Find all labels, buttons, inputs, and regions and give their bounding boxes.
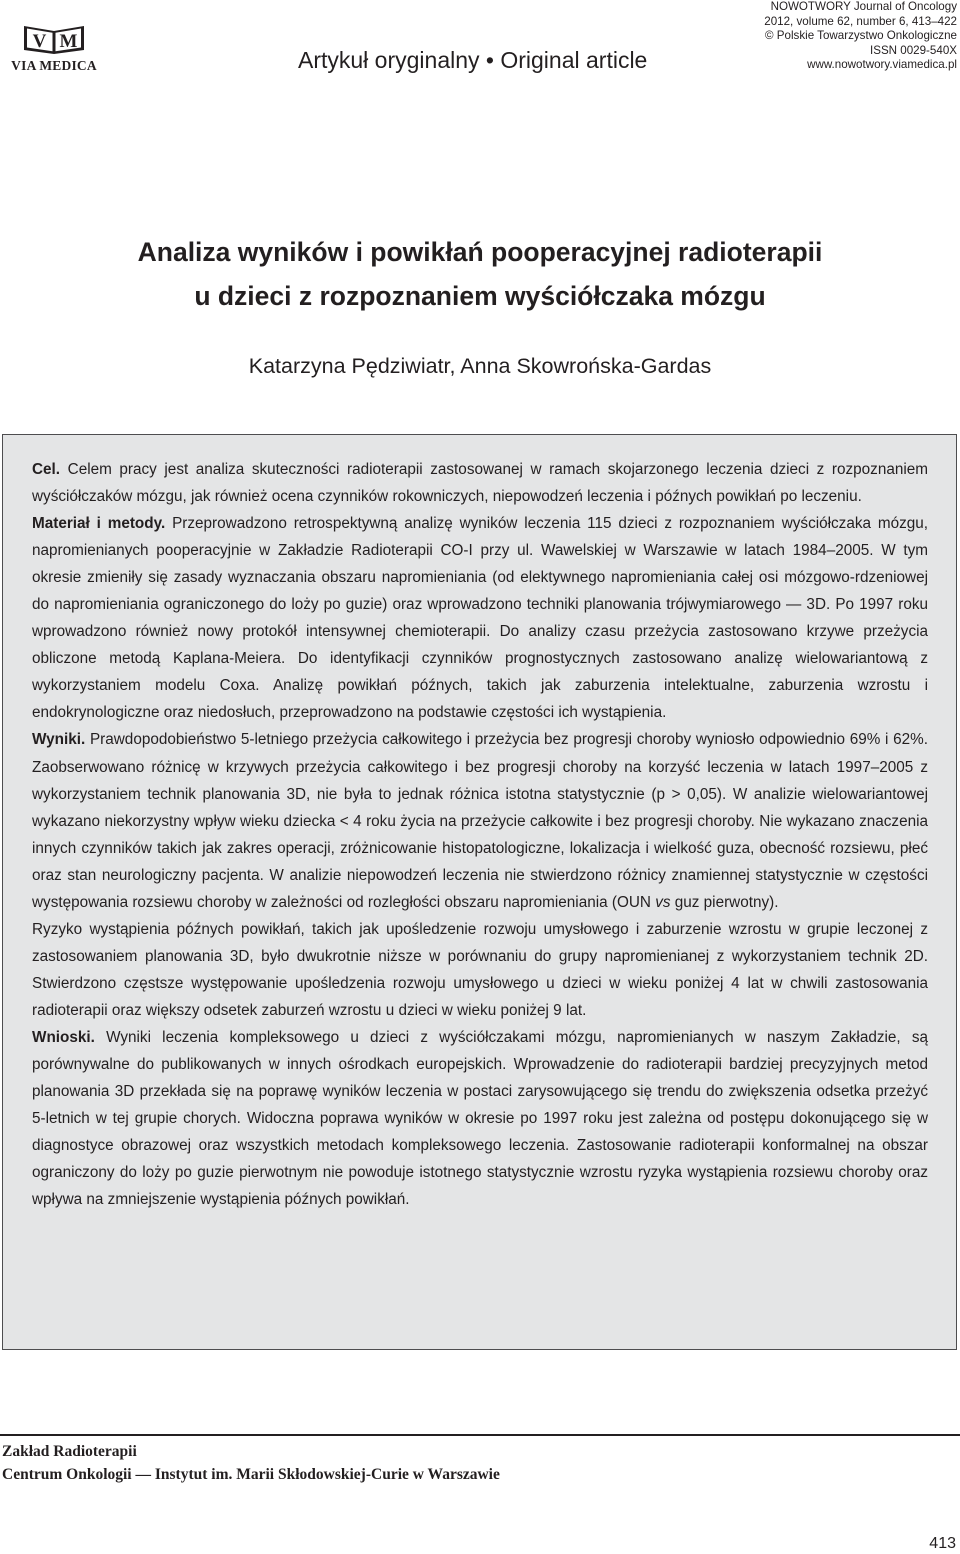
publisher-logo (0, 22, 108, 80)
affiliation-department: Zakład Radioterapii (2, 1443, 137, 1460)
title-line-2: u dzieci z rozpoznaniem wyściółczaka mózgu (194, 281, 766, 311)
via-medica-vm-book-logo-icon (0, 22, 108, 56)
abstract-methods (32, 510, 928, 726)
svg-text:V: V (32, 31, 47, 52)
methods-text: Przeprowadzono retrospektywną analizę wyników leczenia 115 dzieci z rozpoznaniem wyściółczaka mózgu, napromienianych pooperacyjnie w Zakładzie Radioterapii CO-I przy ul. Wawelskiej w Warszawie w latach 1984–2005. W tym okresie zmieniły się zasady wyznaczania obszaru napromieniania (od elektywnego napromieniania całej osi mózgowo-rdzeniowej do napromieniania ograniczonego do loży po guzie) oraz wprowadzono techniki planowania trójwymiarowego — 3D. Po 1997 roku wprowadzono również nowy protokół intensywnej chemioterapii. Do analizy czasu przeżycia zastosowano krzywe przeżycia obliczone metodą Kaplana-Meiera. Do identyfikacji czynników prognostycznych zastosowano analizę wielowariantową z wykorzystaniem modelu Coxa. Analizę powikłań późnych, takich jak zaburzenia intelektualne, zaburzenia wzrostu i endokrynologiczne oraz niedosłuch, przeprowadzono na podstawie częstości ich wystąpienia. (32, 515, 928, 722)
results-text-1: Prawdopodobieństwo 5-letniego przeżycia całkowitego i przeżycia bez progresji choroby wyniosło odpowiednio 69% i 62%. Zaobserwowano różnicę w krzywych przeżycia całkowitego i bez progresji choroby na korzyść leczenia w latach 1997–2005 z wykorzystaniem technik planowania 3D, nie była to jednak różnica istotna statystycznie (p > 0,05). W analizie wielowariantowej wykazano niekorzystny wpływ wieku dziecka < 4 roku życia na przeżycie całkowite i bez progresji choroby. Nie wykazano znaczenia innych czynników takich jak zakres operacji, zróżnicowanie histopatologiczne, lokalizacja i wielkość guza, obecność rozsiewu, płeć oraz stan neurologiczny pacjenta. W analizie niepowodzeń leczenia nie stwierdzono różnicy znamiennej statystycznie w częstości występowania rozsiewu choroby w zależności od rozległości obszaru napromieniania (OUN (32, 731, 928, 911)
journal-website: www.nowotwory.viamedica.pl (807, 58, 957, 72)
conclusions-text: Wyniki leczenia kompleksowego u dzieci z wyściółczakami mózgu, napromienianych w naszym Zakładzie, są porównywalne do publikowanych w innych ośrodkach europejskich. Wprowadzenie do radioterapii bardziej precyzyjnych metod planowania 3D przekłada się na poprawę wyników leczenia w postaci zarysowującego się trendu do zwiększenia odsetka przeżyć 5-letnich w tej grupie chorych. Widoczna poprawa wyników w okresie po 1997 roku jest zależna od postępu dokonującego się w diagnostyce obrazowej oraz wszystkich metodach kompleksowego leczenia. Zastosowanie radioterapii konformalnej na obszar ograniczony do loży po guzie pierwotnym nie powoduje istotnego statystycznie wzrostu ryzyka wystąpienia rozsiewu choroby oraz wpływa na zmniejszenie wystąpienia późnych powikłań. (32, 1028, 928, 1209)
aim-text: Celem pracy jest analiza skuteczności radioterapii zastosowanej w ramach skojarzonego leczenia dzieci z rozpoznaniem wyściółczaków mózgu, jak również ocena czynników rokowniczych, niepowodzeń leczenia i późnych powikłań po leczeniu. (32, 461, 928, 506)
journal-info (764, 0, 957, 73)
article-title (0, 230, 960, 318)
abstract-results (32, 726, 928, 915)
title-line-1: Analiza wyników i powikłań pooperacyjnej radioterapii (137, 237, 823, 267)
results-heading: Wyniki. (32, 731, 86, 749)
abstract (32, 456, 928, 1213)
article-type-label: Artykuł oryginalny • Original article (298, 47, 648, 73)
conclusions-heading: Wnioski. (32, 1028, 95, 1046)
footer-divider (0, 1434, 960, 1436)
affiliation-institution: Centrum Onkologii — Instytut im. Marii Skłodowskiej-Curie w Warszawie (2, 1466, 500, 1483)
results-vs: vs (655, 893, 671, 911)
journal-volume: 2012, volume 62, number 6, 413–422 (764, 14, 957, 28)
authors: Katarzyna Pędziwiatr, Anna Skowrońska-Gardas (248, 354, 712, 378)
page-number: 413 (929, 1535, 956, 1552)
results-text-2: guz pierwotny). (670, 893, 779, 911)
methods-heading: Materiał i metody. (32, 515, 166, 533)
svg-text:M: M (59, 31, 78, 52)
abstract-risk: Ryzyko wystąpienia późnych powikłań, takich jak upośledzenie rozwoju umysłowego i zaburzenie wzrostu w grupie leczonej z zastosowaniem planowania 3D, było dwukrotnie niższe w porównaniu do grupy napromienianej z wykorzystaniem technik 2D. Stwierdzono częstsze występowanie upośledzenia rozwoju umysłowego u dzieci w wieku poniżej 4 lat w chwili zastosowania radioterapii oraz większy odsetek zaburzeń wzrostu u dzieci w wieku poniżej 9 lat. (32, 920, 928, 1019)
abstract-aim (32, 456, 928, 510)
publisher-name: VIA MEDICA (11, 58, 97, 73)
journal-name: NOWOTWORY Journal of Oncology (770, 0, 957, 13)
journal-copyright: © Polskie Towarzystwo Onkologiczne (765, 29, 957, 43)
aim-heading: Cel. (32, 461, 61, 478)
abstract-conclusions (32, 1024, 928, 1213)
affiliation (2, 1440, 500, 1486)
journal-issn: ISSN 0029-540X (869, 43, 957, 57)
